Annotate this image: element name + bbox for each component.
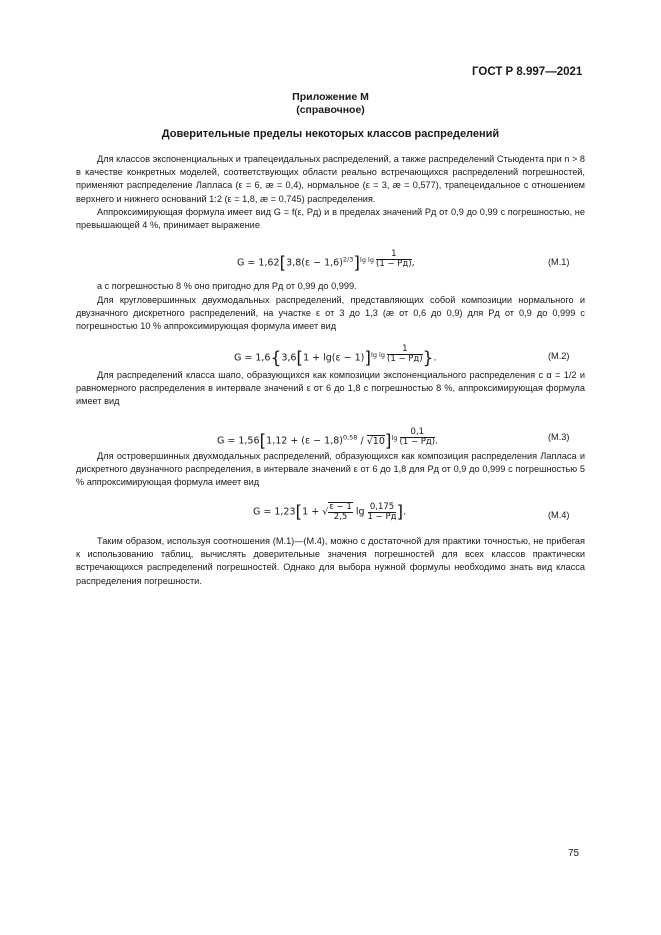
paragraph-1: Для классов экспоненциальных и трапецеидальных распределений, а также распределений Стьюдента при n > 8 в качестве конкретных моделей, соответствующих области реально встречающихся распределений погрешностей, применяют распределение Лапласа (ε = 6, æ = 0,4), нормальное (ε = 3, æ = 0,577), трапецеидальное с отношением верхнего и нижнего оснований 1:2 (ε = 1,8, æ = 0,745) распределения. [76,154,585,204]
paragraph-4: Для кругловершинных двухмодальных распределений, представляющих собой композиции нормального и двузначного дискретного распределений, на участке ε от 3 до 1,3 (æ от 0,6 до 0,9) для Pд от 0,9 до 0,999 с погрешностью 10 % аппроксимирующая формула имеет вид [76,295,585,332]
paragraph-5: Для распределений класса шапо, образующихся как композиции экспоненциального распределения с α = 1/2 и равномерного распределения в интервале значений ε от 6 до 1,8 с погрешностью 8 %, аппроксимирующая формула имеет вид [76,370,585,407]
paragraph-2: Аппроксимирующая формула имеет вид G = f(ε, Pд) и в пределах значений Pд от 0,9 до 0,99 с погрешностью, не превышающей 4 %, принимает выражение [76,207,585,231]
equation-number-m2: (М.2) [548,351,570,361]
paragraph-6: Для островершинных двухмодальных распределений, образующихся как композиция распределения Лапласа и дискретного двузначного распределения, в интервале значений ε от 6 до 1,8 для Pд от 0,9 до 0,999 с погрешностью 5 % аппроксимирующая формула имеет вид [76,451,585,488]
equation-number-m4: (М.4) [548,510,570,520]
formula-m2: $G = 1,6\{3,6[1 + \lg(\varepsilon - 1)]^{lg lg \frac{1}{(1 - Pд)}}$ }. [234,344,437,369]
equation-number-m3: (М.3) [548,432,570,442]
appendix-title: Приложение М [292,91,369,103]
formula-m4: G = 1,23[1 + √ $\frac{\varepsilon - 1}{2,5}$ lg $\frac{0,175}{1 - Pд}$ ]. [253,501,407,523]
standard-designation: ГОСТ Р 8.997—2021 [472,66,583,78]
formula-m1: $G = 1,62[3,8(\varepsilon - 1,6)^{2/3}]^{lg lg \frac{1}{(1 - Pд)}}$ , [237,249,415,274]
section-title: Доверительные пределы некоторых классов распределений [161,128,500,140]
paragraph-3: а с погрешностью 8 % оно пригодно для Pд от 0,99 до 0,999. [97,281,357,291]
paragraph-7: Таким образом, используя соотношения (М.1)—(М.4), можно с достаточной для практики точностью, не прибегая к использованию таблиц, вычислять доверительные значения погрешностей для всех классов практически встречающихся распределений погрешностей. Однако для выбора нужной формулы необходимо знать вид класса распределения погрешности. [76,536,585,586]
appendix-subtitle: (справочное) [296,104,365,116]
page-number: 75 [568,848,580,859]
formula-m3: $G = 1,56[1,12 + (\varepsilon - 1,8)^{0,58} / √10]^{lg \frac{0,1}{(1 - Pд)}}$ . [217,427,439,452]
equation-number-m1: (М.1) [548,257,570,267]
